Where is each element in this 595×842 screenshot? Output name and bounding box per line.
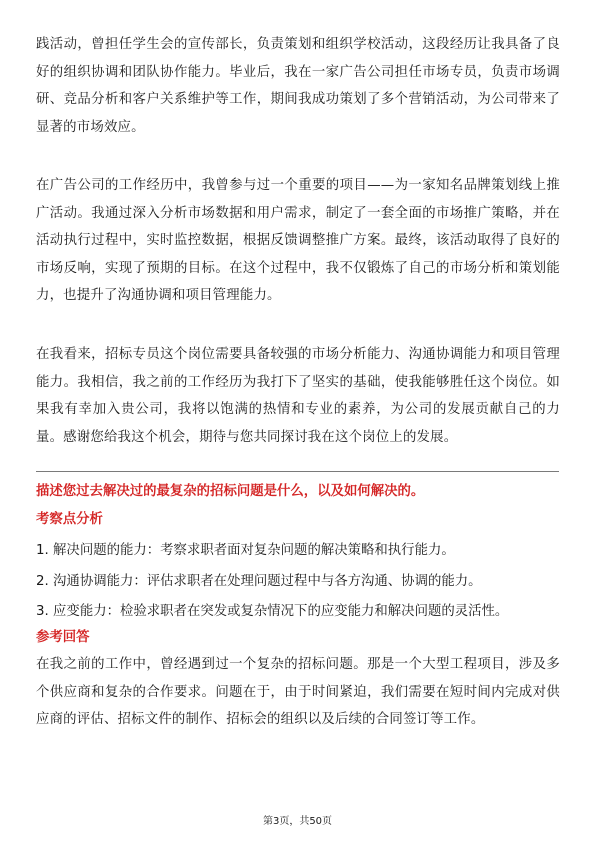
analysis-point: 1. 解决问题的能力：考察求职者面对复杂问题的解决策略和执行能力。 xyxy=(36,543,455,558)
paragraph-closing: 在我看来，招标专员这个岗位需要具备较强的市场分析能力、沟通协调能力和项目管理能力。我相信，我之前的工作经历为我打下了坚实的基础，使我能够胜任这个岗位。如果我有幸加入贵公司，我将以饱满的热情和专业的素养，为公司的发展贡献自己的力量。感谢您给我这个机会，期待与您共同探讨我在这个岗位上的发展。 xyxy=(36,347,560,445)
interview-question: 描述您过去解决过的最复杂的招标问题是什么，以及如何解决的。 xyxy=(36,484,425,499)
paragraph-project-experience: 在广告公司的工作经历中，我曾参与过一个重要的项目——为一家知名品牌策划线上推广活动。我通过深入分析市场数据和用户需求，制定了一套全面的市场推广策略，并在活动执行过程中，实时监控数据，根据反馈调整推广方案。最终，该活动取得了良好的市场反响，实现了预期的目标。在这个过程中，我不仅锻炼了自己的市场分析和策划能力，也提升了沟通协调和项目管理能力。 xyxy=(36,178,560,304)
answer-text: 在我之前的工作中，曾经遇到过一个复杂的招标问题。那是一个大型工程项目，涉及多个供应商和复杂的合作要求。问题在于，由于时间紧迫，我们需要在短时间内完成对供应商的评估、招标文件的制作、招标会的组织以及后续的合同签订等工作。 xyxy=(36,657,560,728)
analysis-point: 3. 应变能力：检验求职者在突发或复杂情况下的应变能力和解决问题的灵活性。 xyxy=(36,604,509,619)
answer-heading: 参考回答 xyxy=(36,630,90,645)
paragraph-experience-intro: 践活动，曾担任学生会的宣传部长，负责策划和组织学校活动，这段经历让我具备了良好的组织协调和团队协作能力。毕业后，我在一家广告公司担任市场专员，负责市场调研、竞品分析和客户关系维护等工作，期间我成功策划了多个营销活动，为公司带来了显著的市场效应。 xyxy=(36,37,560,135)
section-divider xyxy=(36,471,559,472)
analysis-points xyxy=(36,536,560,628)
analysis-point: 2. 沟通协调能力：评估求职者在处理问题过程中与各方沟通、协调的能力。 xyxy=(36,573,482,589)
page-number-footer: 第3页，共50页 xyxy=(262,816,333,827)
analysis-heading: 考察点分析 xyxy=(36,512,103,527)
